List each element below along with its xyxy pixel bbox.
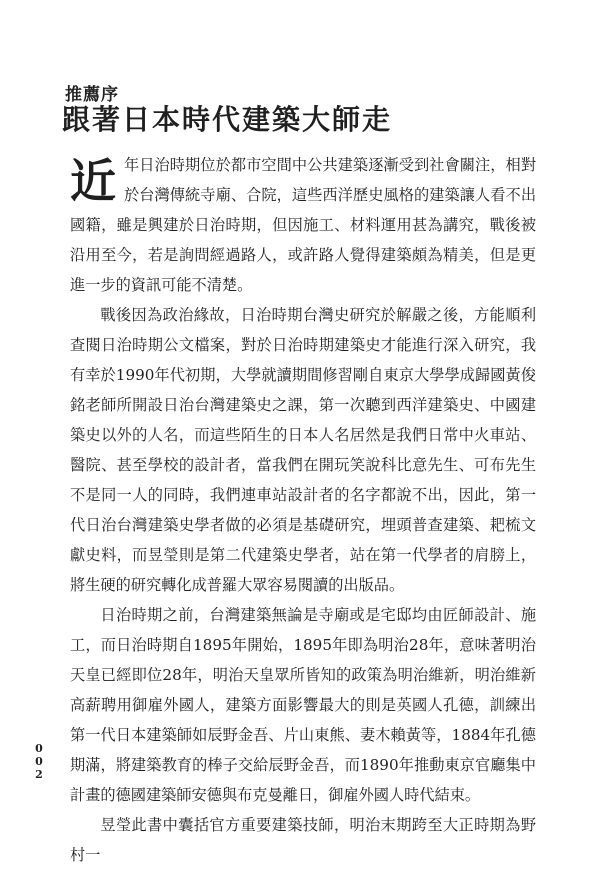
paragraph-1-text: 年日治時期位於都市空間中公共建築逐漸受到社會關注，相對於台灣傳統寺廟、合院，這些西洋歷史風格的建築讓人看不出國籍，雖是興建於日治時期，但因施工、材料運用甚為講究，戰後被沿用至今，若是詢問經過路人，或許路人覺得建築頗為精美，但是更進一步的資訊可能不清楚。 [70,156,536,294]
body-text [70,150,536,870]
chapter-title: 跟著日本時代建築大師走 [62,103,393,136]
page-number [34,742,44,781]
paragraph-4: 昱瑩此書中囊括官方重要建築技師，明治末期跨至大正時期為野村一 [70,816,536,864]
paragraph-1 [70,150,536,300]
page-number-digit: 2 [35,768,43,781]
paragraph-2: 戰後因為政治緣故，日治時期台灣史研究於解嚴之後，方能順利查閱日治時期公文檔案，對於日治時期建築史才能進行深入研究，我有幸於1990年代初期，大學就讀期間修習剛自東京大學學成歸國黃俊銘老師所開設日治台灣建築史之課，第一次聽到西洋建築史、中國建築史以外的人名，而這些陌生的日本人名居然是我們日常中火車站、醫院、甚至學校的設計者，當我們在開玩笑說科比意先生、可布先生不是同一人的同時，我們連車站設計者的名字都說不出，因此，第一代日治台灣建築史學者做的必須是基礎研究，埋頭普查建築、耙梳文獻史料，而昱瑩則是第二代建築史學者，站在第一代學者的肩膀上，將生硬的研究轉化成普羅大眾容易閱讀的出版品。 [70,306,536,594]
section-label: 推薦序 [65,85,119,105]
drop-cap: 近 [70,154,116,208]
page-number-digit: 0 [35,742,43,755]
page-number-digit: 0 [35,755,43,768]
paragraph-3: 日治時期之前，台灣建築無論是寺廟或是宅邸均由匠師設計、施工，而日治時期自1895年開始，1895年即為明治28年，意味著明治天皇已經即位28年，明治天皇眾所皆知的政策為明治維新，明治維新高薪聘用御雇外國人，建築方面影響最大的則是英國人孔德，訓練出第一代日本建築師如辰野金吾、片山東熊、妻木賴黃等，1884年孔德期滿，將建築教育的棒子交給辰野金吾，而1890年推動東京官廳集中計畫的德國建築師安德與布克曼離日，御雇外國人時代結束。 [70,606,536,804]
